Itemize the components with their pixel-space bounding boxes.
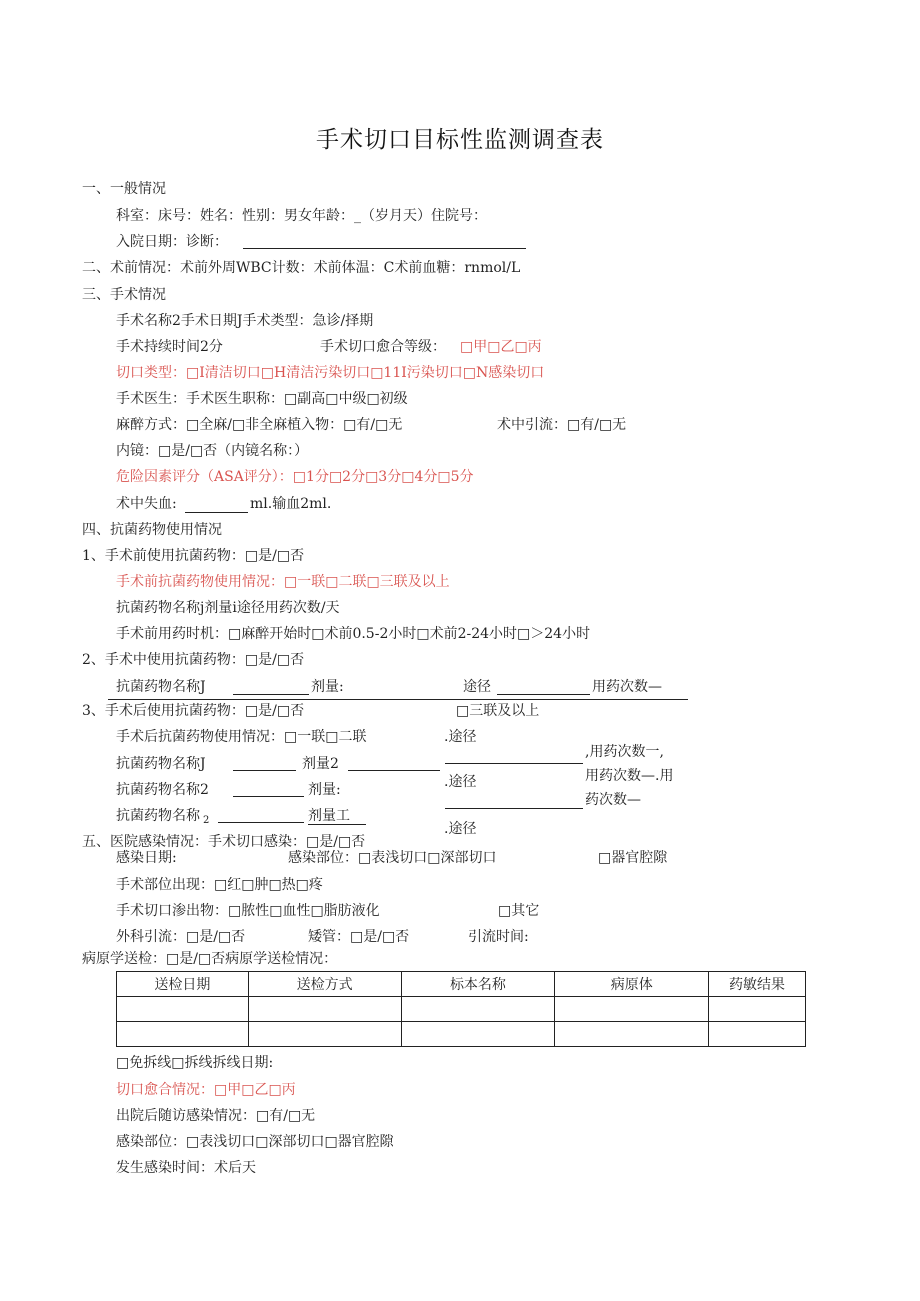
table-cell[interactable] xyxy=(555,997,709,1022)
asa-score-options[interactable]: 危险因素评分（ASA评分）：□1分□2分□3分□4分□5分 xyxy=(116,469,474,485)
surgical-drainage-options[interactable]: 外科引流：□是/□否 xyxy=(116,929,246,945)
table-cell[interactable] xyxy=(709,1022,806,1047)
table-cell[interactable] xyxy=(117,997,249,1022)
postop-dose3-label: 剂量工 xyxy=(308,808,350,824)
organ-space-option[interactable]: □器官腔隙 xyxy=(598,850,668,866)
col-header-sensitivity: 药敏结果 xyxy=(709,972,806,997)
postop-times3-label: 药次数— xyxy=(585,792,641,808)
postop-times2-label: 用药次数—.用 xyxy=(585,768,674,784)
fistula-options[interactable]: 矮管：□是/□否 xyxy=(308,929,410,945)
anesthesia-implant-line[interactable]: 麻醉方式：□全麻/□非全麻植入物：□有/□无 xyxy=(116,417,403,433)
blood-loss-field[interactable] xyxy=(185,512,248,513)
postop-dose1-field[interactable] xyxy=(348,770,440,771)
table-cell[interactable] xyxy=(555,1022,709,1047)
postop-antibiotic-combination[interactable]: 手术后抗菌药物使用情况：□一联□二联 xyxy=(116,729,367,745)
postop-times1-label: ,用药次数一, xyxy=(585,744,664,760)
col-header-pathogen: 病原体 xyxy=(555,972,709,997)
intraop-times-label: 用药次数— xyxy=(592,679,662,695)
intraop-route-field[interactable] xyxy=(497,694,590,695)
divider-line xyxy=(108,699,688,700)
followup-infection-options[interactable]: 出院后随访感染情况：□有/□无 xyxy=(116,1108,316,1124)
postop-drug2-field[interactable] xyxy=(233,796,304,797)
col-header-specimen: 标本名称 xyxy=(401,972,555,997)
postop-drug1-label: 抗菌药物名称J xyxy=(116,756,206,772)
preop-antibiotic-detail: 抗菌药物名称j剂量i途径用药次数/天 xyxy=(116,600,340,616)
intraop-antibiotic-question[interactable]: 2、手术中使用抗菌药物：□是/□否 xyxy=(82,652,305,668)
intraop-dose-label: 剂量: xyxy=(311,679,344,695)
table-row xyxy=(117,997,806,1022)
postop-drug3-sub: 2 xyxy=(203,815,210,826)
section-antibiotics-heading: 四、抗菌药物使用情况 xyxy=(82,522,222,538)
postop-route1-label: .途径 xyxy=(444,729,477,745)
healing-status-options[interactable]: 切口愈合情况：□甲□乙□丙 xyxy=(116,1082,296,1098)
postop-dose3-underline[interactable] xyxy=(308,824,366,825)
endoscope-line[interactable]: 内镜：□是/□否（内镜名称：） xyxy=(116,443,309,459)
intraop-drainage-line[interactable]: 术中引流：□有/□无 xyxy=(497,417,627,433)
drainage-time-label: 引流时间: xyxy=(468,929,529,945)
wound-grade-label: 手术切口愈合等级： xyxy=(320,339,446,355)
table-cell[interactable] xyxy=(709,997,806,1022)
postop-triple-option[interactable]: □三联及以上 xyxy=(456,703,540,719)
table-cell[interactable] xyxy=(401,1022,555,1047)
postop-drug3-field[interactable] xyxy=(218,822,304,823)
followup-site-options[interactable]: 感染部位：□表浅切口□深部切口□器官腔隙 xyxy=(116,1134,394,1150)
surgery-name-line: 手术名称2手术日期J手术类型：急诊/择期 xyxy=(116,313,374,329)
surgery-duration-label: 手术持续时间2分 xyxy=(116,339,223,355)
table-cell[interactable] xyxy=(248,997,401,1022)
infection-onset-line: 发生感染时间：术后天 xyxy=(116,1160,256,1176)
table-cell[interactable] xyxy=(117,1022,249,1047)
table-cell[interactable] xyxy=(248,1022,401,1047)
intraop-drug-name-field[interactable] xyxy=(233,694,309,695)
infection-date-label: 感染日期: xyxy=(116,850,177,866)
exudate-other-option[interactable]: □其它 xyxy=(498,903,540,919)
table-header-row xyxy=(117,972,806,997)
admission-diagnosis-label: 入院日期：诊断： xyxy=(116,234,228,250)
preop-line: 二、术前情况：术前外周WBC计数：术前体温：C术前血糖：rnmol/L xyxy=(82,260,521,276)
postop-route1-field[interactable] xyxy=(445,763,583,764)
transfusion-label: ml.输血2ml. xyxy=(250,496,332,512)
page-title: 手术切口目标性监测调查表 xyxy=(316,127,604,153)
postop-drug2-label: 抗菌药物名称2 xyxy=(116,782,209,798)
postop-drug3-text: 抗菌药物名称 xyxy=(116,808,200,824)
col-header-date: 送检日期 xyxy=(117,972,249,997)
table-cell[interactable] xyxy=(401,997,555,1022)
pathogen-test-line[interactable]: 病原学送检：□是/□否病原学送检情况： xyxy=(82,951,338,967)
exudate-options[interactable]: 手术切口渗出物：□脓性□血性□脂肪液化 xyxy=(116,903,380,919)
wound-type-options[interactable]: 切口类型：□I清洁切口□H清洁污染切口□11I污染切口□N感染切口 xyxy=(116,365,545,381)
postop-route2-field[interactable] xyxy=(445,808,583,809)
postop-dose2-label: 剂量: xyxy=(308,782,341,798)
postop-drug3-label xyxy=(116,807,209,830)
col-header-method: 送检方式 xyxy=(248,972,401,997)
infection-heading[interactable]: 五、医院感染情况：手术切口感染：□是/□否 xyxy=(82,834,366,850)
intraop-drug-name-label: 抗菌药物名称J xyxy=(116,679,206,695)
postop-dose1-label: 剂量2 xyxy=(302,756,339,772)
general-info-line: 科室：床号：姓名：性别：男女年龄：_（岁月天）住院号： xyxy=(116,208,487,224)
infection-site-options[interactable]: 感染部位：□表浅切口□深部切口 xyxy=(288,850,497,866)
preop-antibiotic-question[interactable]: 1、手术前使用抗菌药物：□是/□否 xyxy=(82,548,305,564)
table-row xyxy=(117,1022,806,1047)
intraop-route-label: 途径 xyxy=(463,679,491,695)
postop-route3-label: .途径 xyxy=(444,821,477,837)
section-general-heading: 一、一般情况 xyxy=(82,181,166,197)
wound-grade-options[interactable]: □甲□乙□丙 xyxy=(460,339,542,355)
section-surgery-heading: 三、手术情况 xyxy=(82,287,166,303)
postop-route2-label: .途径 xyxy=(444,774,477,790)
diagnosis-field[interactable] xyxy=(243,248,526,249)
site-symptoms-options[interactable]: 手术部位出现：□红□肿□热□疼 xyxy=(116,877,323,893)
postop-antibiotic-question[interactable]: 3、手术后使用抗菌药物：□是/□否 xyxy=(82,703,305,719)
surgeon-title-line[interactable]: 手术医生：手术医生职称：□副高□中级□初级 xyxy=(116,391,408,407)
pathogen-table xyxy=(116,971,806,1047)
preop-antibiotic-combination[interactable]: 手术前抗菌药物使用情况：□一联□二联□三联及以上 xyxy=(116,574,450,590)
blood-loss-label: 术中失血: xyxy=(116,496,177,512)
suture-removal-line[interactable]: □免拆线□拆线拆线日期: xyxy=(116,1055,274,1071)
postop-drug1-field[interactable] xyxy=(233,770,296,771)
preop-timing-line[interactable]: 手术前用药时机：□麻醉开始时□术前0.5-2小时□术前2-24小时□＞24小时 xyxy=(116,626,591,642)
